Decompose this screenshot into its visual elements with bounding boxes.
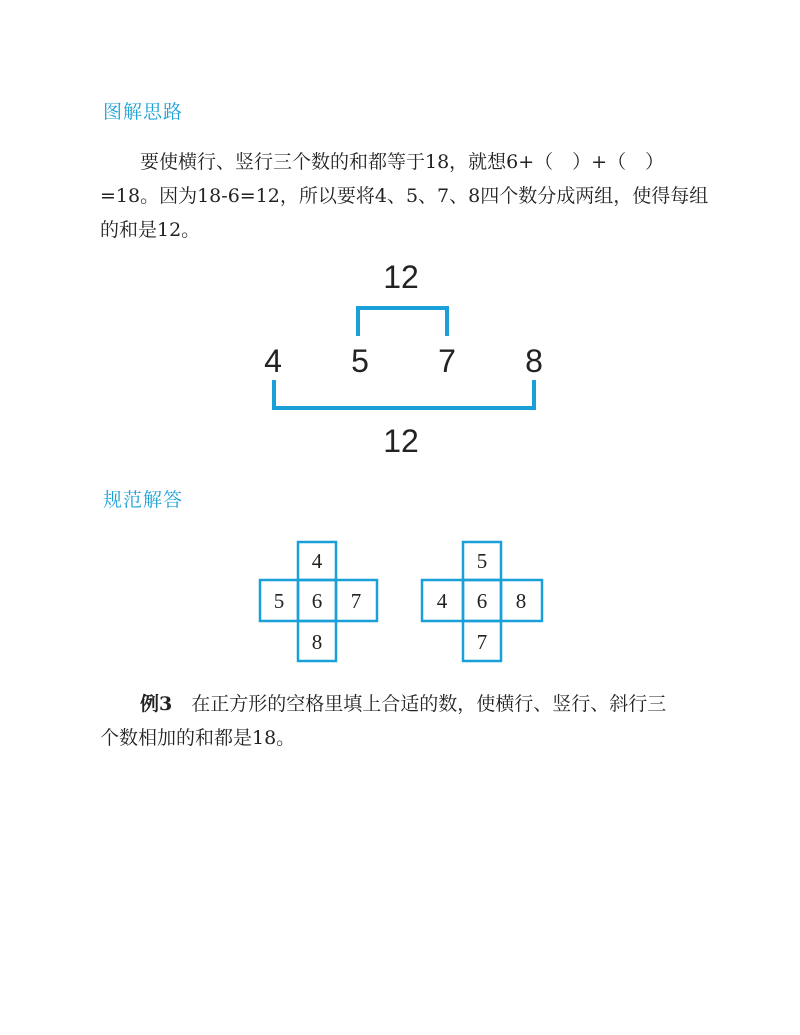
diagram-number-2: 5 (351, 343, 369, 379)
diagram-number-3: 7 (438, 343, 456, 379)
grid2-value-top: 5 (476, 549, 488, 573)
diagram-number-4: 8 (525, 343, 543, 379)
section-heading-standard-answer: 规范解答 (103, 489, 184, 511)
grid1-value-bottom: 8 (311, 630, 323, 654)
bottom-sum-label: 12 (383, 423, 419, 459)
grid1-value-right: 7 (350, 589, 362, 613)
example-3-line-1 (100, 687, 710, 721)
grid2-value-left: 4 (436, 589, 448, 613)
grid1-value-top: 4 (311, 549, 323, 573)
top-sum-label: 12 (383, 259, 419, 295)
grid2-value-center: 6 (476, 589, 488, 613)
example-3-line-1-text: 在正方形的空格里填上合适的数，使横行、竖行、斜行三 (191, 693, 667, 715)
section-heading-solution-idea: 图解思路 (103, 101, 184, 123)
grid2-value-bottom: 7 (476, 630, 488, 654)
example-3-paragraph (100, 687, 710, 755)
grid1-value-left: 5 (273, 589, 285, 613)
example-3-label: 例3 (140, 693, 173, 715)
example-3-line-2: 个数相加的和都是18。 (100, 727, 296, 749)
diagram-number-1: 4 (264, 343, 282, 379)
grid2-value-right: 8 (515, 589, 527, 613)
paragraph-line-3: 的和是12。 (100, 219, 201, 241)
paragraph-line-2: =18。因为18-6=12，所以要将4、5、7、8四个数分成两组，使得每组 (100, 185, 709, 207)
paragraph-line-1-text: 要使横行、竖行三个数的和都等于18，就想6+（ ）+（ ） (140, 151, 665, 173)
grid1-value-center: 6 (311, 589, 323, 613)
